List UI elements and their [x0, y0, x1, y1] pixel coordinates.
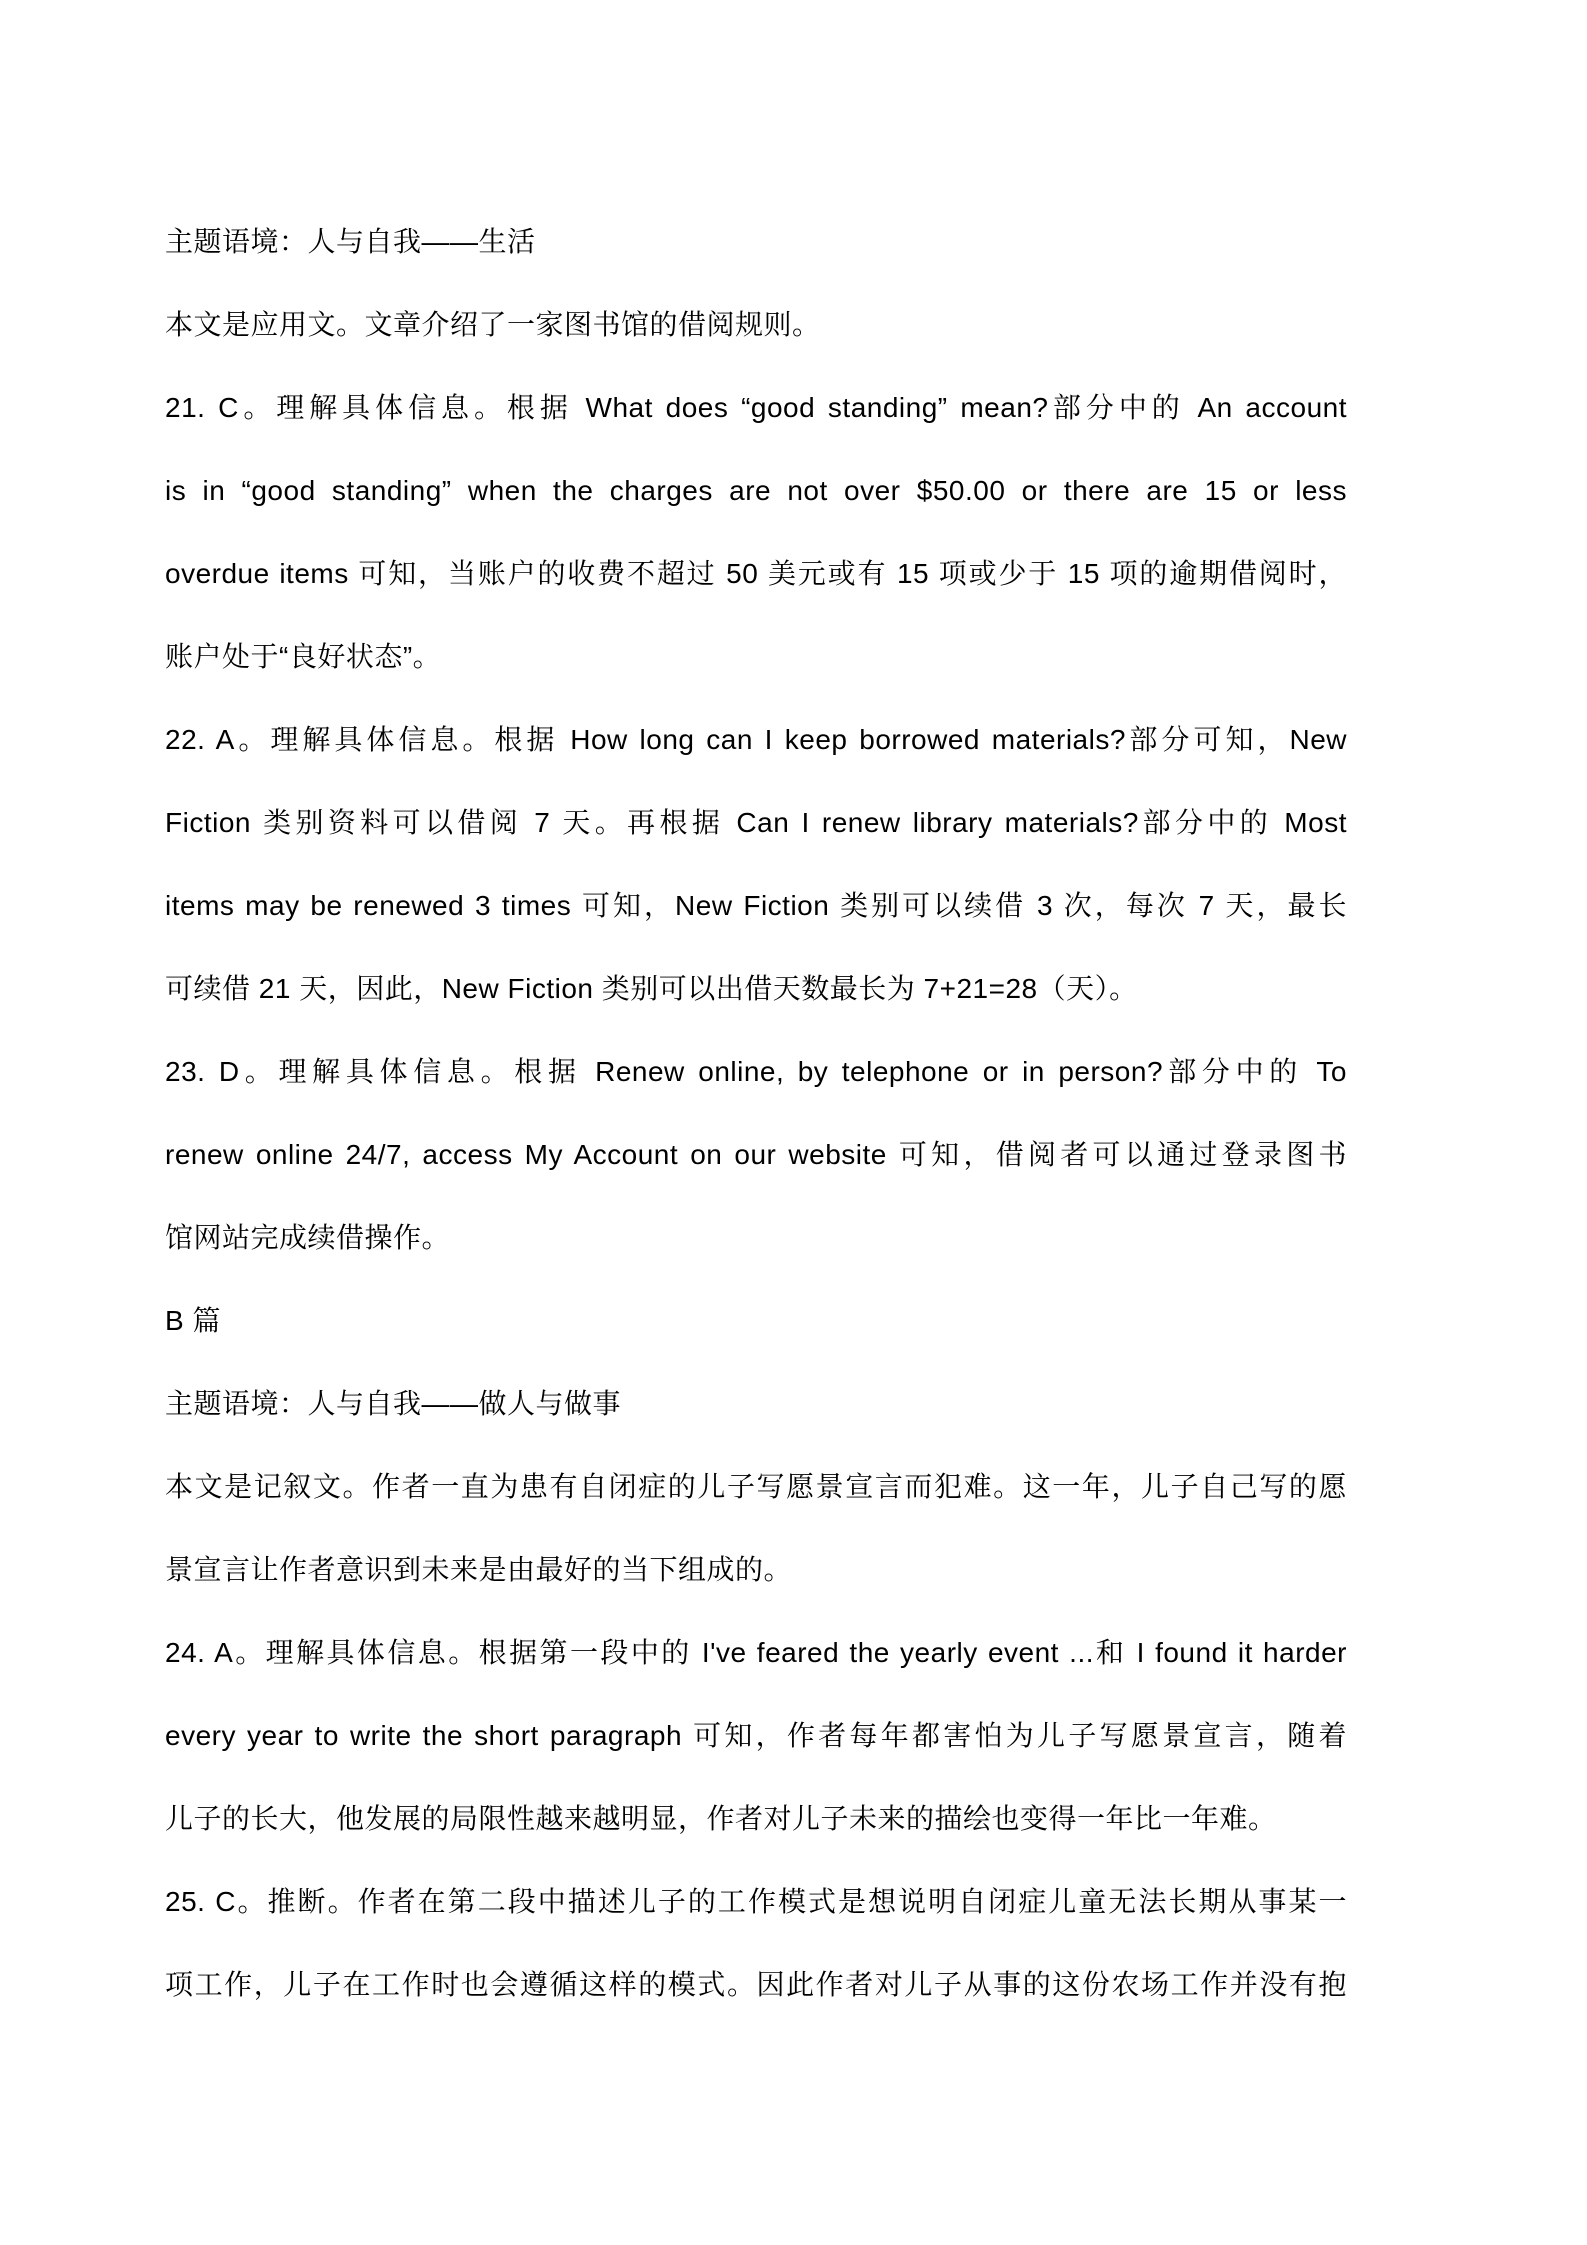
- text-line-7: 22. A。理解具体信息。根据 How long can I keep borrowed materials?部分可知，New: [165, 724, 1347, 755]
- text-line-6: 账户处于“良好状态”。: [165, 641, 442, 672]
- text-line-15: 主题语境：人与自我——做人与做事: [165, 1388, 622, 1419]
- text-line-1: 主题语境：人与自我——生活: [165, 226, 536, 257]
- text-line-8: Fiction 类别资料可以借阅 7 天。再根据 Can I renew library materials?部分中的 Most: [165, 807, 1347, 838]
- document-content: [165, 200, 1347, 2026]
- text-line-3: 21. C。理解具体信息。根据 What does “good standing” mean?部分中的 An account: [165, 392, 1347, 423]
- text-line-12: renew online 24/7, access My Account on our website 可知，借阅者可以通过登录图书: [165, 1139, 1347, 1170]
- text-line-18: 24. A。理解具体信息。根据第一段中的 I've feared the yearly event ...和 I found it harder: [165, 1637, 1347, 1668]
- text-line-22: 项工作，儿子在工作时也会遵循这样的模式。因此作者对儿子从事的这份农场工作并没有抱: [165, 1969, 1347, 2000]
- text-line-2: 本文是应用文。文章介绍了一家图书馆的借阅规则。: [165, 309, 821, 340]
- text-line-9: items may be renewed 3 times 可知，New Fiction 类别可以续借 3 次，每次 7 天，最长: [165, 890, 1347, 921]
- text-line-4: is in “good standing” when the charges are not over $50.00 or there are 15 or less: [165, 475, 1347, 506]
- text-line-17: 景宣言让作者意识到未来是由最好的当下组成的。: [165, 1554, 793, 1585]
- text-line-19: every year to write the short paragraph 可知，作者每年都害怕为儿子写愿景宣言，随着: [165, 1720, 1347, 1751]
- text-line-16: 本文是记叙文。作者一直为患有自闭症的儿子写愿景宣言而犯难。这一年，儿子自己写的愿: [165, 1471, 1347, 1502]
- text-line-20: 儿子的长大，他发展的局限性越来越明显，作者对儿子未来的描绘也变得一年比一年难。: [165, 1803, 1277, 1834]
- text-line-11: 23. D。理解具体信息。根据 Renew online, by telephone or in person?部分中的 To: [165, 1056, 1347, 1087]
- text-line-14: B 篇: [165, 1305, 221, 1336]
- text-line-10: 可续借 21 天，因此，New Fiction 类别可以出借天数最长为 7+21=28（天）。: [165, 973, 1138, 1004]
- text-line-13: 馆网站完成续借操作。: [165, 1222, 451, 1253]
- text-line-5: overdue items 可知，当账户的收费不超过 50 美元或有 15 项或少于 15 项的逾期借阅时，: [165, 558, 1347, 589]
- text-line-21: 25. C。推断。作者在第二段中描述儿子的工作模式是想说明自闭症儿童无法长期从事某一: [165, 1886, 1347, 1917]
